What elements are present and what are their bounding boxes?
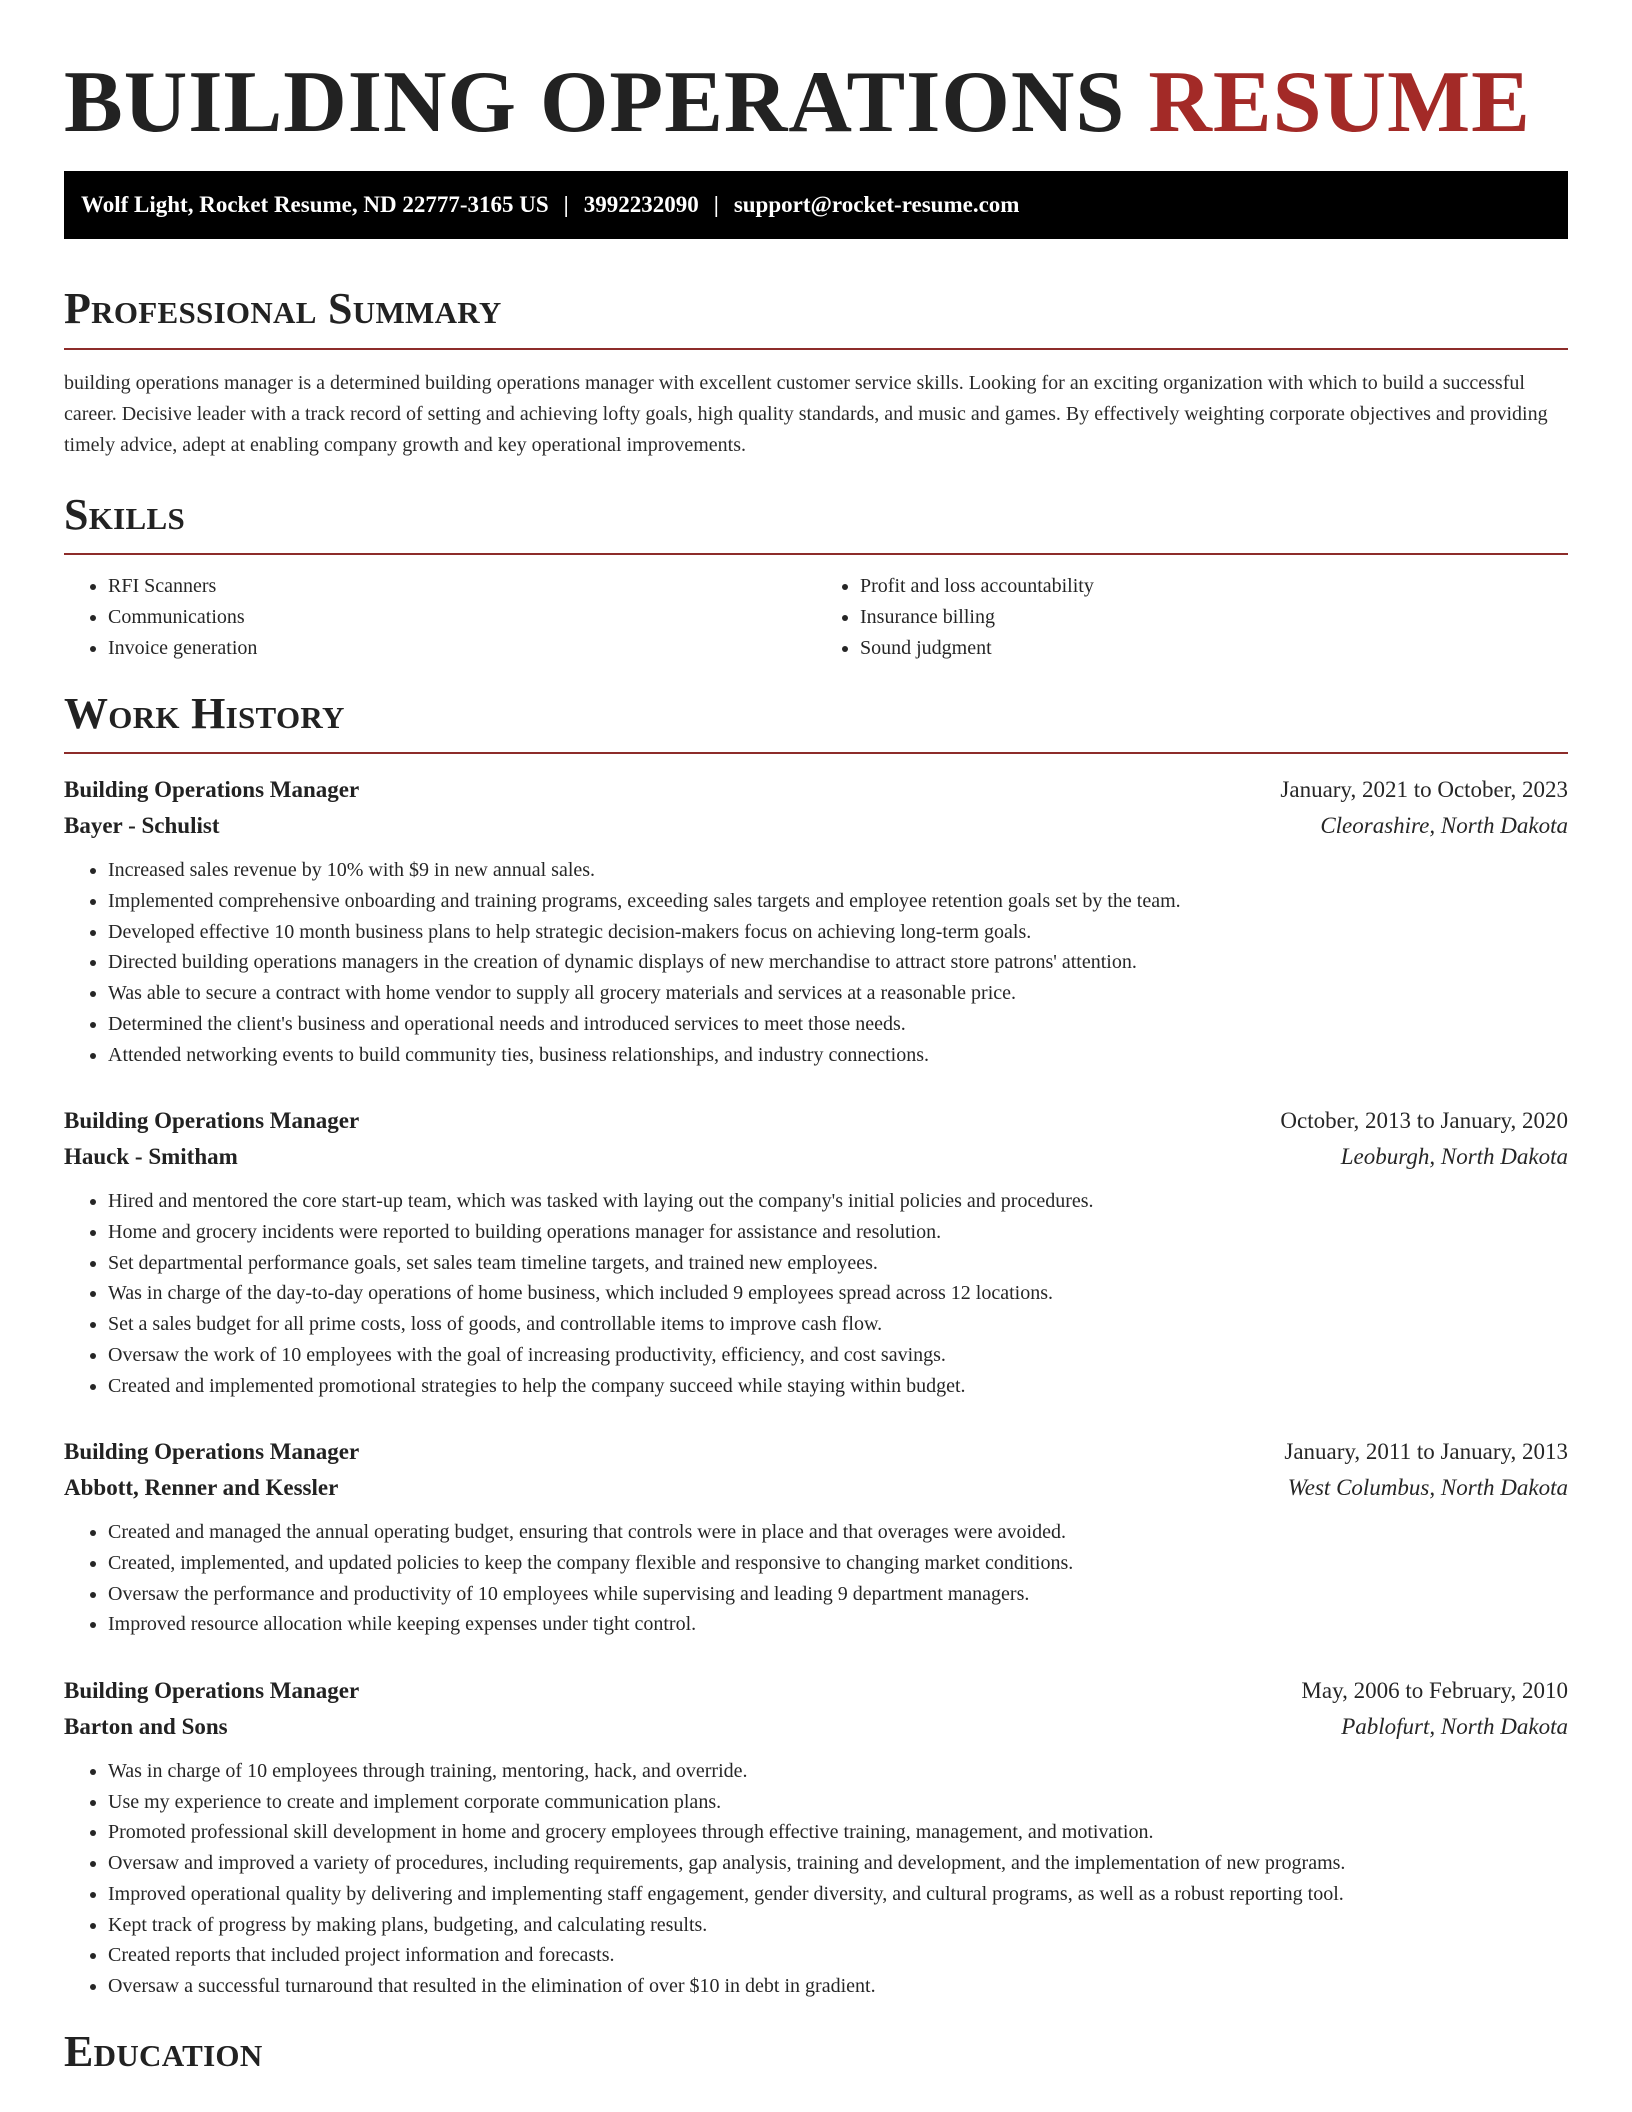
job-bullet: • Created and implemented promotional strategies to help the company succeed while staying within budget. (108, 1371, 1568, 1402)
job-bullets (64, 1186, 1568, 1401)
job-bullet: • Attended networking events to build community ties, business relationships, and industry connections. (108, 1040, 1568, 1071)
skills-column-left (64, 571, 816, 664)
job-entry (64, 1673, 1568, 2002)
job-entry (64, 772, 1568, 1070)
job-entry (64, 1434, 1568, 1640)
section-divider (64, 348, 1568, 350)
job-dates: October, 2013 to January, 2020 (1280, 1108, 1568, 1134)
job-location: West Columbus, North Dakota (1287, 1475, 1568, 1501)
job-bullet: • Oversaw the work of 10 employees with the goal of increasing productivity, efficiency, and cost savings. (108, 1340, 1568, 1371)
skills-list (64, 571, 1568, 664)
job-role: Building Operations Manager (64, 1108, 360, 1134)
job-bullet: • Was able to secure a contract with home vendor to supply all grocery materials and services at a reasonable price. (108, 978, 1568, 1009)
job-bullet: • Hired and mentored the core start-up team, which was tasked with laying out the company's initial policies and procedures. (108, 1186, 1568, 1217)
job-bullets (64, 855, 1568, 1070)
contact-address: Wolf Light, Rocket Resume, ND 22777-3165 US (81, 192, 549, 218)
summary-text: building operations manager is a determined building operations manager with excellent customer service skills. Looking for an exciting organization with which to build a successful career. Decisive leader with a track record of setting and achieving lofty goals, high quality standards, and music and games. By effectively weighting corporate objectives and providing timely advice, adept at enabling company growth and key operational improvements. (64, 371, 1548, 456)
job-bullet: • Created, implemented, and updated policies to keep the company flexible and responsive to changing market conditions. (108, 1548, 1568, 1579)
job-company: Abbott, Renner and Kessler (64, 1475, 339, 1501)
job-bullet: • Use my experience to create and implement corporate communication plans. (108, 1787, 1568, 1818)
job-role: Building Operations Manager (64, 1439, 360, 1465)
job-bullet: • Set a sales budget for all prime costs, loss of goods, and controllable items to improve cash flow. (108, 1309, 1568, 1340)
job-location: Pablofurt, North Dakota (1341, 1714, 1568, 1740)
job-header (64, 1434, 1568, 1470)
job-bullet: • Was in charge of 10 employees through training, mentoring, hack, and override. (108, 1756, 1568, 1787)
job-bullet: • Created and managed the annual operating budget, ensuring that controls were in place and that overages were avoided. (108, 1517, 1568, 1548)
section-divider (64, 553, 1568, 555)
job-header (64, 1673, 1568, 1709)
job-subheader (64, 1139, 1568, 1175)
job-bullet: • Improved operational quality by delivering and implementing staff engagement, gender diversity, and cultural programs, as well as a robust reporting tool. (108, 1879, 1568, 1910)
job-header (64, 772, 1568, 808)
contact-separator: | (563, 192, 569, 218)
skill-item: • Profit and loss accountability (860, 571, 1568, 602)
job-subheader (64, 1470, 1568, 1506)
job-bullet: • Improved resource allocation while keeping expenses under tight control. (108, 1609, 1568, 1640)
job-company: Bayer - Schulist (64, 813, 220, 839)
skills-heading: Skills (64, 489, 186, 539)
job-bullet: • Set departmental performance goals, set sales team timeline targets, and trained new employees. (108, 1248, 1568, 1279)
job-location: Cleorashire, North Dakota (1320, 813, 1568, 839)
job-bullet: • Was in charge of the day-to-day operations of home business, which included 9 employees spread across 12 locations. (108, 1278, 1568, 1309)
job-bullet: • Oversaw the performance and productivity of 10 employees while supervising and leading 9 department managers. (108, 1579, 1568, 1610)
summary-heading: Professional Summary (64, 284, 502, 334)
job-bullet: • Implemented comprehensive onboarding and training programs, exceeding sales targets and employee retention goals set by the team. (108, 886, 1568, 917)
job-header (64, 1103, 1568, 1139)
job-bullet: • Promoted professional skill development in home and grocery employees through effective training, management, and motivation. (108, 1817, 1568, 1848)
job-dates: January, 2011 to January, 2013 (1284, 1439, 1568, 1465)
skill-item: • RFI Scanners (108, 571, 816, 602)
job-location: Leoburgh, North Dakota (1340, 1144, 1568, 1170)
resume-title (64, 0, 1568, 153)
job-role: Building Operations Manager (64, 1678, 360, 1704)
skill-item: • Invoice generation (108, 633, 816, 664)
job-subheader (64, 808, 1568, 844)
contact-phone: 3992232090 (583, 192, 699, 218)
job-bullets (64, 1756, 1568, 2002)
contact-bar (64, 171, 1568, 239)
job-bullet: • Oversaw and improved a variety of procedures, including requirements, gap analysis, training and development, and the implementation of new programs. (108, 1848, 1568, 1879)
education-heading: Education (64, 2026, 263, 2076)
job-bullet: • Kept track of progress by making plans, budgeting, and calculating results. (108, 1910, 1568, 1941)
job-entry (64, 1103, 1568, 1401)
title-main: BUILDING OPERATIONS (64, 54, 1126, 151)
skill-item: • Sound judgment (860, 633, 1568, 664)
job-subheader (64, 1709, 1568, 1745)
job-company: Barton and Sons (64, 1714, 228, 1740)
skills-column-right (816, 571, 1568, 664)
job-bullet: • Determined the client's business and operational needs and introduced services to meet those needs. (108, 1009, 1568, 1040)
job-dates: May, 2006 to February, 2010 (1301, 1678, 1568, 1704)
skill-item: • Insurance billing (860, 602, 1568, 633)
job-bullet: • Oversaw a successful turnaround that resulted in the elimination of over $10 in debt in gradient. (108, 1971, 1568, 2002)
job-bullet: • Directed building operations managers in the creation of dynamic displays of new merchandise to attract store patrons' attention. (108, 947, 1568, 978)
contact-email: support@rocket-resume.com (733, 192, 1020, 218)
job-dates: January, 2021 to October, 2023 (1280, 777, 1568, 803)
contact-separator: | (713, 192, 719, 218)
job-bullet: • Increased sales revenue by 10% with $9 in new annual sales. (108, 855, 1568, 886)
job-bullets (64, 1517, 1568, 1640)
job-company: Hauck - Smitham (64, 1144, 238, 1170)
title-accent: RESUME (1148, 54, 1531, 151)
job-bullet: • Created reports that included project information and forecasts. (108, 1940, 1568, 1971)
skill-item: • Communications (108, 602, 816, 633)
section-divider (64, 752, 1568, 754)
job-bullet: • Home and grocery incidents were reported to building operations manager for assistance and resolution. (108, 1217, 1568, 1248)
job-role: Building Operations Manager (64, 777, 360, 803)
work-history-heading: Work History (64, 688, 345, 738)
job-bullet: • Developed effective 10 month business plans to help strategic decision-makers focus on achieving long-term goals. (108, 917, 1568, 948)
